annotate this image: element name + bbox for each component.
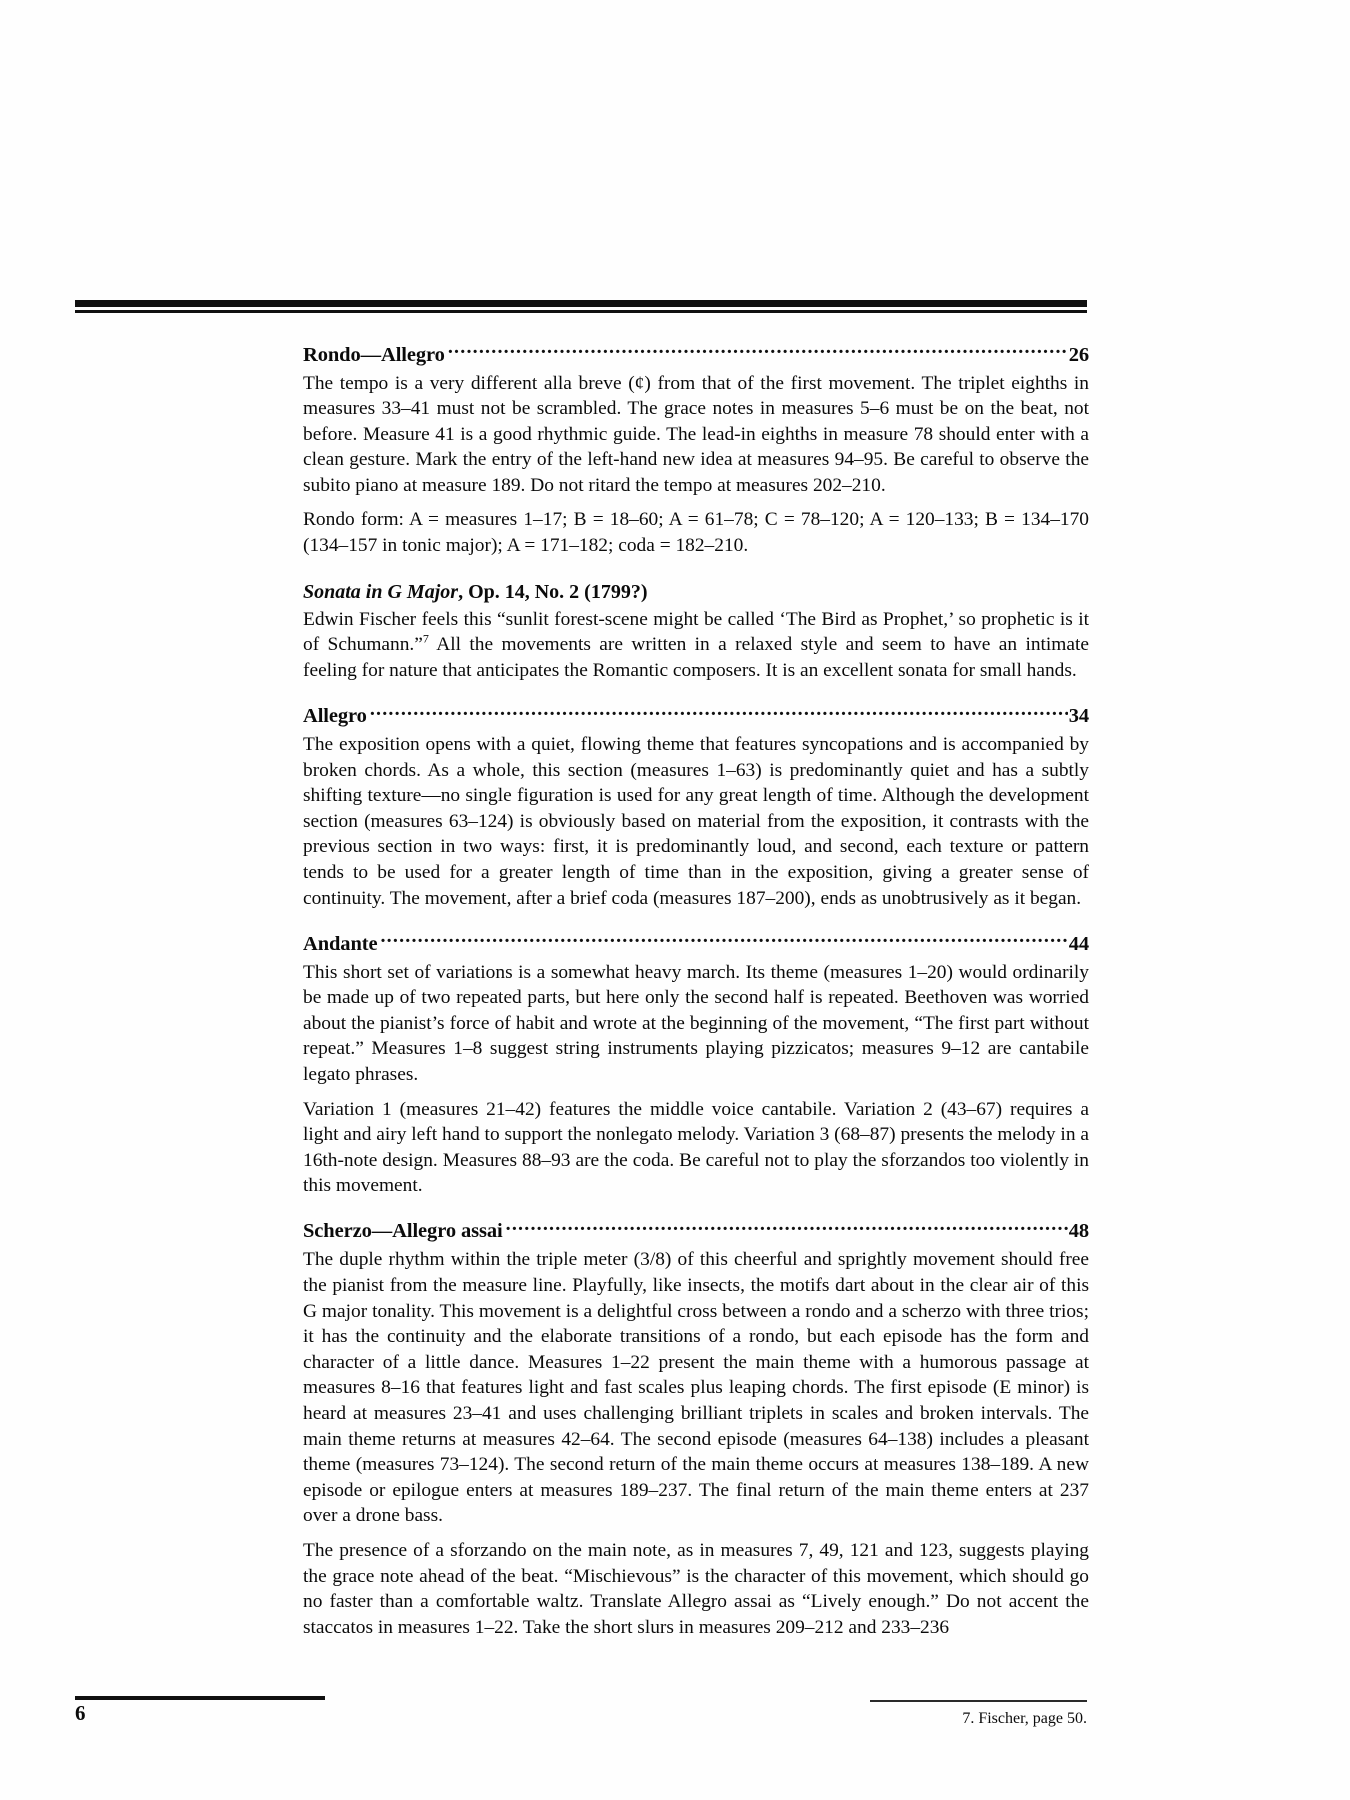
paragraph: The tempo is a very different alla breve (¢) from that of the first movement. The triplet eighths in measures 33–41 must not be scrambled. The grace notes in measures 5–6 must be on the beat, not before. Measure 41 is a good rhythmic guide. The lead-in eighths in measure 78 should enter with a clean gesture. Mark the entry of the left-hand new idea at measures 94–95. Be careful to observe the subito piano at measure 189. Do not ritard the tempo at measures 202–210. (303, 372, 1089, 496)
sonata-title (303, 581, 1089, 604)
footer-rule-left (75, 1696, 325, 1700)
paragraph-part-1: Edwin Fischer feels this “sunlit forest-scene might be called ‘The Bird as Prophet,’ so prophetic is it of Schumann.” (303, 608, 1089, 656)
footnote-separator-rule (870, 1700, 1087, 1702)
section-heading-scherzo-allegro-assai (303, 1217, 1089, 1244)
paragraph-part-2: All the movements are written in a relaxed style and seem to have an intimate feeling for nature that anticipates the Romantic composers. It is an excellent sonata for small hands. (303, 634, 1089, 681)
dot-leader (370, 701, 1068, 722)
section-page-number: 26 (1068, 343, 1089, 366)
section-page-number: 34 (1068, 704, 1089, 727)
dot-leader (380, 929, 1067, 950)
footer-right (870, 1700, 1087, 1728)
section-heading-label: Rondo—Allegro (303, 343, 445, 366)
footnote-text: 7. Fischer, page 50. (962, 1709, 1087, 1727)
section-heading-label: Scherzo—Allegro assai (303, 1220, 503, 1243)
paragraph: This short set of variations is a somewhat heavy march. Its theme (measures 1–20) would ordinarily be made up of two repeated parts, but here only the second half is repeated. Beethoven was worried about the pianist’s force of habit and wrote at the beginning of the movement, “The first part without repeat.” Measures 1–8 suggest string instruments playing pizzicatos; measures 9–12 are cantabile legato phrases. (303, 961, 1089, 1085)
page-content (303, 322, 1089, 1644)
header-rule-thick (75, 300, 1087, 307)
paragraph: Variation 1 (measures 21–42) features the middle voice cantabile. Variation 2 (43–67) requires a light and airy left hand to support the nonlegato melody. Variation 3 (68–87) presents the melody in a 16th-note design. Measures 88–93 are the coda. Be careful not to play the sforzandos too violently in this movement. (303, 1098, 1089, 1197)
section-body-sonata-g-major (303, 607, 1089, 684)
section-page-number: 44 (1068, 932, 1089, 955)
section-body-andante (303, 960, 1089, 1199)
footnote-marker: 7 (422, 631, 429, 646)
section-body-rondo-allegro (303, 371, 1089, 559)
sonata-title-rest: , Op. 14, No. 2 (1799?) (458, 580, 648, 603)
paragraph: Rondo form: A = measures 1–17; B = 18–60; A = 61–78; C = 78–120; A = 120–133; B = 134–170 (134–157 in tonic major); A = 171–182; coda = 182–210. (303, 509, 1089, 557)
dot-leader (506, 1217, 1068, 1238)
section-heading-rondo-allegro (303, 340, 1089, 367)
dot-leader (448, 340, 1068, 361)
footer-left (75, 1696, 345, 1724)
paragraph (303, 607, 1089, 684)
section-page-number: 48 (1068, 1220, 1089, 1243)
section-heading-andante (303, 929, 1089, 956)
section-body-allegro (303, 732, 1089, 911)
header-rule-thin (75, 310, 1087, 313)
header-rule (75, 300, 1087, 313)
sonata-title-italic: Sonata in G Major (303, 580, 459, 603)
section-heading-label: Allegro (303, 704, 367, 727)
section-body-scherzo-allegro-assai (303, 1247, 1089, 1640)
paragraph: The duple rhythm within the triple meter (3/8) of this cheerful and sprightly movement should free the pianist from the measure line. Playfully, like insects, the motifs dart about in the clear air of this G major tonality. This movement is a delightful cross between a rondo and a scherzo with three trios; it has the continuity and the elaborate transitions of a rondo, but each episode has the form and character of a little dance. Measures 1–22 present the main theme with a humorous passage at measures 8–16 that features light and fast scales plus leaping chords. The first episode (E minor) is heard at measures 23–41 and uses challenging brilliant triplets in scales and broken intervals. The main theme returns at measures 42–64. The second episode (measures 64–138) includes a pleasant theme (measures 73–124). The second return of the main theme occurs at measures 138–189. A new episode or epilogue enters at measures 189–237. The final return of the main theme enters at 237 over a drone bass. (303, 1249, 1089, 1527)
page-number: 6 (75, 1701, 86, 1725)
paragraph: The presence of a sforzando on the main note, as in measures 7, 49, 121 and 123, suggests playing the grace note ahead of the beat. “Mischievous” is the character of this movement, which should go no faster than a comfortable waltz. Translate Allegro assai as “Lively enough.” Do not accent the staccatos in measures 1–22. Take the short slurs in measures 209–212 and 233–236 (303, 1539, 1089, 1638)
section-heading-label: Andante (303, 932, 378, 955)
paragraph: The exposition opens with a quiet, flowing theme that features syncopations and is accompanied by broken chords. As a whole, this section (measures 1–63) is predominantly quiet and has a subtly shifting texture—no single figuration is used for any great length of time. Although the development section (measures 63–124) is obviously based on material from the exposition, it contrasts with the previous section in two ways: first, it is predominantly loud, and second, each texture or pattern tends to be used for a greater length of time than in the exposition, giving a greater sense of continuity. The movement, after a brief coda (measures 187–200), ends as unobtrusively as it began. (303, 733, 1089, 909)
section-heading-allegro (303, 701, 1089, 728)
